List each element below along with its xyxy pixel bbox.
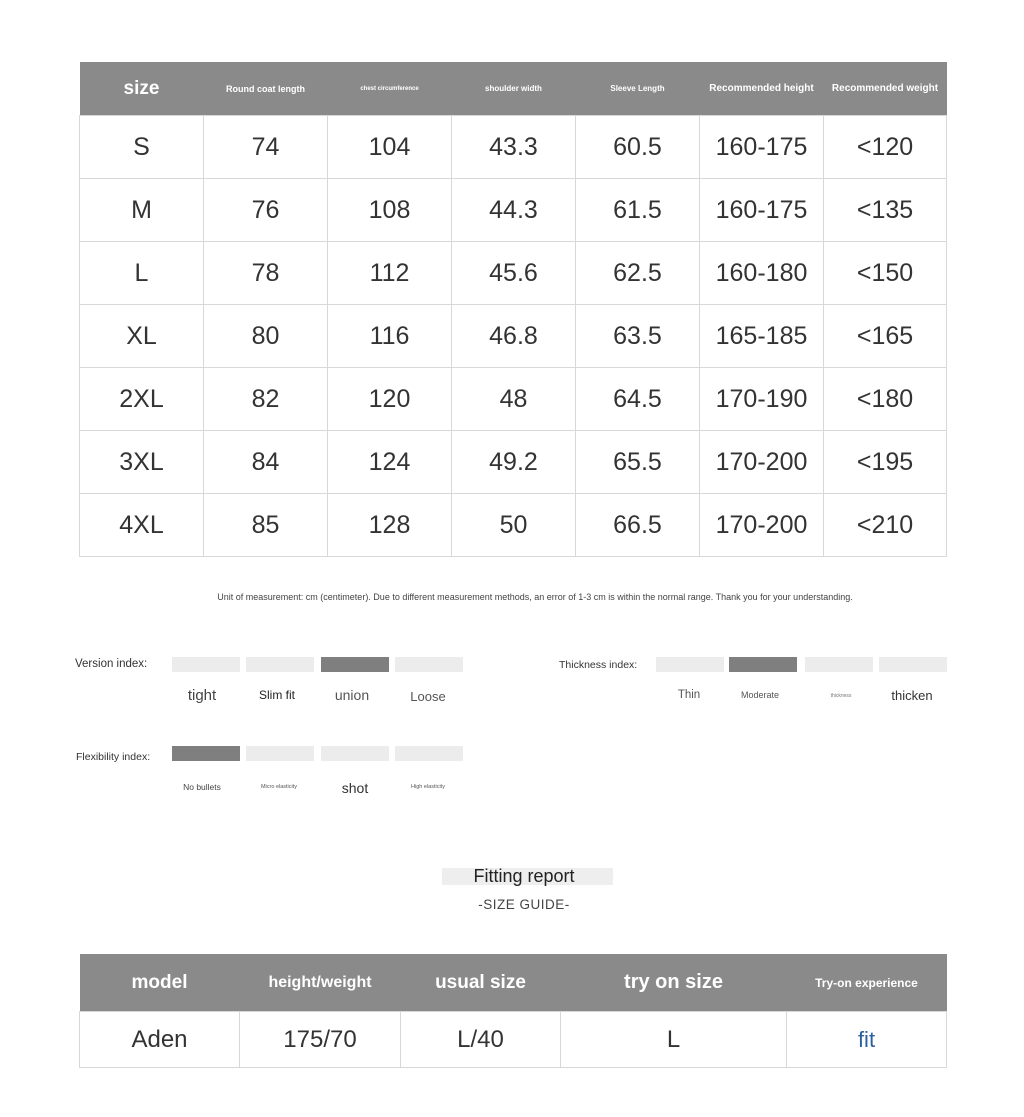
cell-weight: <210 <box>824 494 947 557</box>
cell-shoulder: 44.3 <box>452 179 576 242</box>
cell-size: 3XL <box>80 431 204 494</box>
thickness-bar-moderate <box>729 657 797 672</box>
header-size: size <box>80 62 204 116</box>
cell-size: XL <box>80 305 204 368</box>
header-rec-weight: Recommended weight <box>824 62 947 116</box>
version-index-label: Version index: <box>75 658 148 670</box>
flexibility-index-label: Flexibility index: <box>76 751 151 763</box>
table-row <box>80 431 947 494</box>
header-sleeve: Sleeve Length <box>576 62 700 116</box>
size-guide-subtitle: -SIZE GUIDE- <box>478 897 570 912</box>
cell-try-on-size: L <box>561 1012 787 1068</box>
cell-sleeve: 60.5 <box>576 116 700 179</box>
flexibility-bar-micro-elasticity <box>246 746 314 761</box>
header-coat-length: Round coat length <box>204 62 328 116</box>
cell-coat-length: 74 <box>204 116 328 179</box>
cell-coat-length: 84 <box>204 431 328 494</box>
table-row <box>80 494 947 557</box>
cell-height: 160-175 <box>700 116 824 179</box>
cell-size: M <box>80 179 204 242</box>
table-row <box>80 116 947 179</box>
cell-usual-size: L/40 <box>401 1012 561 1068</box>
flexibility-option-no-bullets: No bullets <box>183 782 221 792</box>
version-option-slim-fit: Slim fit <box>259 688 295 702</box>
header-try-on-size: try on size <box>561 954 787 1012</box>
cell-shoulder: 46.8 <box>452 305 576 368</box>
version-option-loose: Loose <box>410 689 446 704</box>
cell-height: 170-190 <box>700 368 824 431</box>
cell-chest: 128 <box>328 494 452 557</box>
cell-sleeve: 61.5 <box>576 179 700 242</box>
cell-height: 160-180 <box>700 242 824 305</box>
version-option-union: union <box>334 687 370 703</box>
flexibility-bar-shot <box>321 746 389 761</box>
flexibility-bar-high-elasticity <box>395 746 463 761</box>
cell-height: 170-200 <box>700 431 824 494</box>
cell-size: L <box>80 242 204 305</box>
cell-weight: <195 <box>824 431 947 494</box>
cell-height: 165-185 <box>700 305 824 368</box>
cell-sleeve: 66.5 <box>576 494 700 557</box>
cell-chest: 124 <box>328 431 452 494</box>
cell-coat-length: 80 <box>204 305 328 368</box>
measurement-note: Unit of measurement: cm (centimeter). Due to different measurement methods, an error of 1-3 cm is within the normal range. Thank you for your understanding. <box>217 592 853 602</box>
table-row <box>80 242 947 305</box>
cell-chest: 104 <box>328 116 452 179</box>
cell-try-on-experience: fit <box>787 1012 947 1068</box>
version-option-tight: tight <box>187 687 217 704</box>
cell-height-weight: 175/70 <box>240 1012 401 1068</box>
thickness-bar-thicken <box>879 657 947 672</box>
version-bar-union <box>321 657 389 672</box>
cell-height: 160-175 <box>700 179 824 242</box>
cell-shoulder: 45.6 <box>452 242 576 305</box>
header-height-weight: height/weight <box>240 954 401 1012</box>
thickness-option-moderate: Moderate <box>740 690 780 700</box>
cell-shoulder: 49.2 <box>452 431 576 494</box>
cell-coat-length: 85 <box>204 494 328 557</box>
cell-chest: 112 <box>328 242 452 305</box>
header-try-on-experience: Try-on experience <box>787 954 947 1012</box>
fitting-header-row <box>80 954 947 1012</box>
cell-size: 2XL <box>80 368 204 431</box>
thickness-bar-thickness <box>805 657 873 672</box>
cell-shoulder: 50 <box>452 494 576 557</box>
thickness-option-thickness: thickness <box>830 693 852 699</box>
cell-height: 170-200 <box>700 494 824 557</box>
cell-shoulder: 43.3 <box>452 116 576 179</box>
cell-chest: 116 <box>328 305 452 368</box>
thickness-bar-thin <box>656 657 724 672</box>
cell-size: S <box>80 116 204 179</box>
thickness-index-label: Thickness index: <box>559 659 638 671</box>
thickness-option-thicken: thicken <box>891 688 933 703</box>
header-rec-height: Recommended height <box>700 62 824 116</box>
flexibility-option-high-elasticity: High elasticity <box>411 784 445 790</box>
version-bar-slim-fit <box>246 657 314 672</box>
size-chart-table <box>79 62 947 557</box>
table-row <box>80 1012 947 1068</box>
version-bar-loose <box>395 657 463 672</box>
cell-weight: <180 <box>824 368 947 431</box>
cell-size: 4XL <box>80 494 204 557</box>
cell-coat-length: 82 <box>204 368 328 431</box>
fitting-report-table <box>79 954 947 1068</box>
cell-sleeve: 65.5 <box>576 431 700 494</box>
cell-weight: <150 <box>824 242 947 305</box>
cell-sleeve: 62.5 <box>576 242 700 305</box>
cell-chest: 120 <box>328 368 452 431</box>
cell-coat-length: 76 <box>204 179 328 242</box>
cell-model: Aden <box>80 1012 240 1068</box>
fitting-report-title: Fitting report <box>473 866 575 886</box>
table-row <box>80 179 947 242</box>
table-row <box>80 368 947 431</box>
header-usual-size: usual size <box>401 954 561 1012</box>
flexibility-bar-no-bullets <box>172 746 240 761</box>
cell-weight: <165 <box>824 305 947 368</box>
flexibility-option-micro-elasticity: Micro elasticity <box>260 784 298 790</box>
cell-weight: <135 <box>824 179 947 242</box>
header-model: model <box>80 954 240 1012</box>
cell-sleeve: 63.5 <box>576 305 700 368</box>
cell-sleeve: 64.5 <box>576 368 700 431</box>
thickness-option-thin: Thin <box>677 689 701 701</box>
header-shoulder: shoulder width <box>452 62 576 116</box>
cell-coat-length: 78 <box>204 242 328 305</box>
cell-chest: 108 <box>328 179 452 242</box>
header-chest: chest circumference <box>328 62 452 116</box>
version-bar-tight <box>172 657 240 672</box>
table-row <box>80 305 947 368</box>
cell-weight: <120 <box>824 116 947 179</box>
size-chart-header-row <box>80 62 947 116</box>
cell-shoulder: 48 <box>452 368 576 431</box>
flexibility-option-shot: shot <box>341 780 369 796</box>
